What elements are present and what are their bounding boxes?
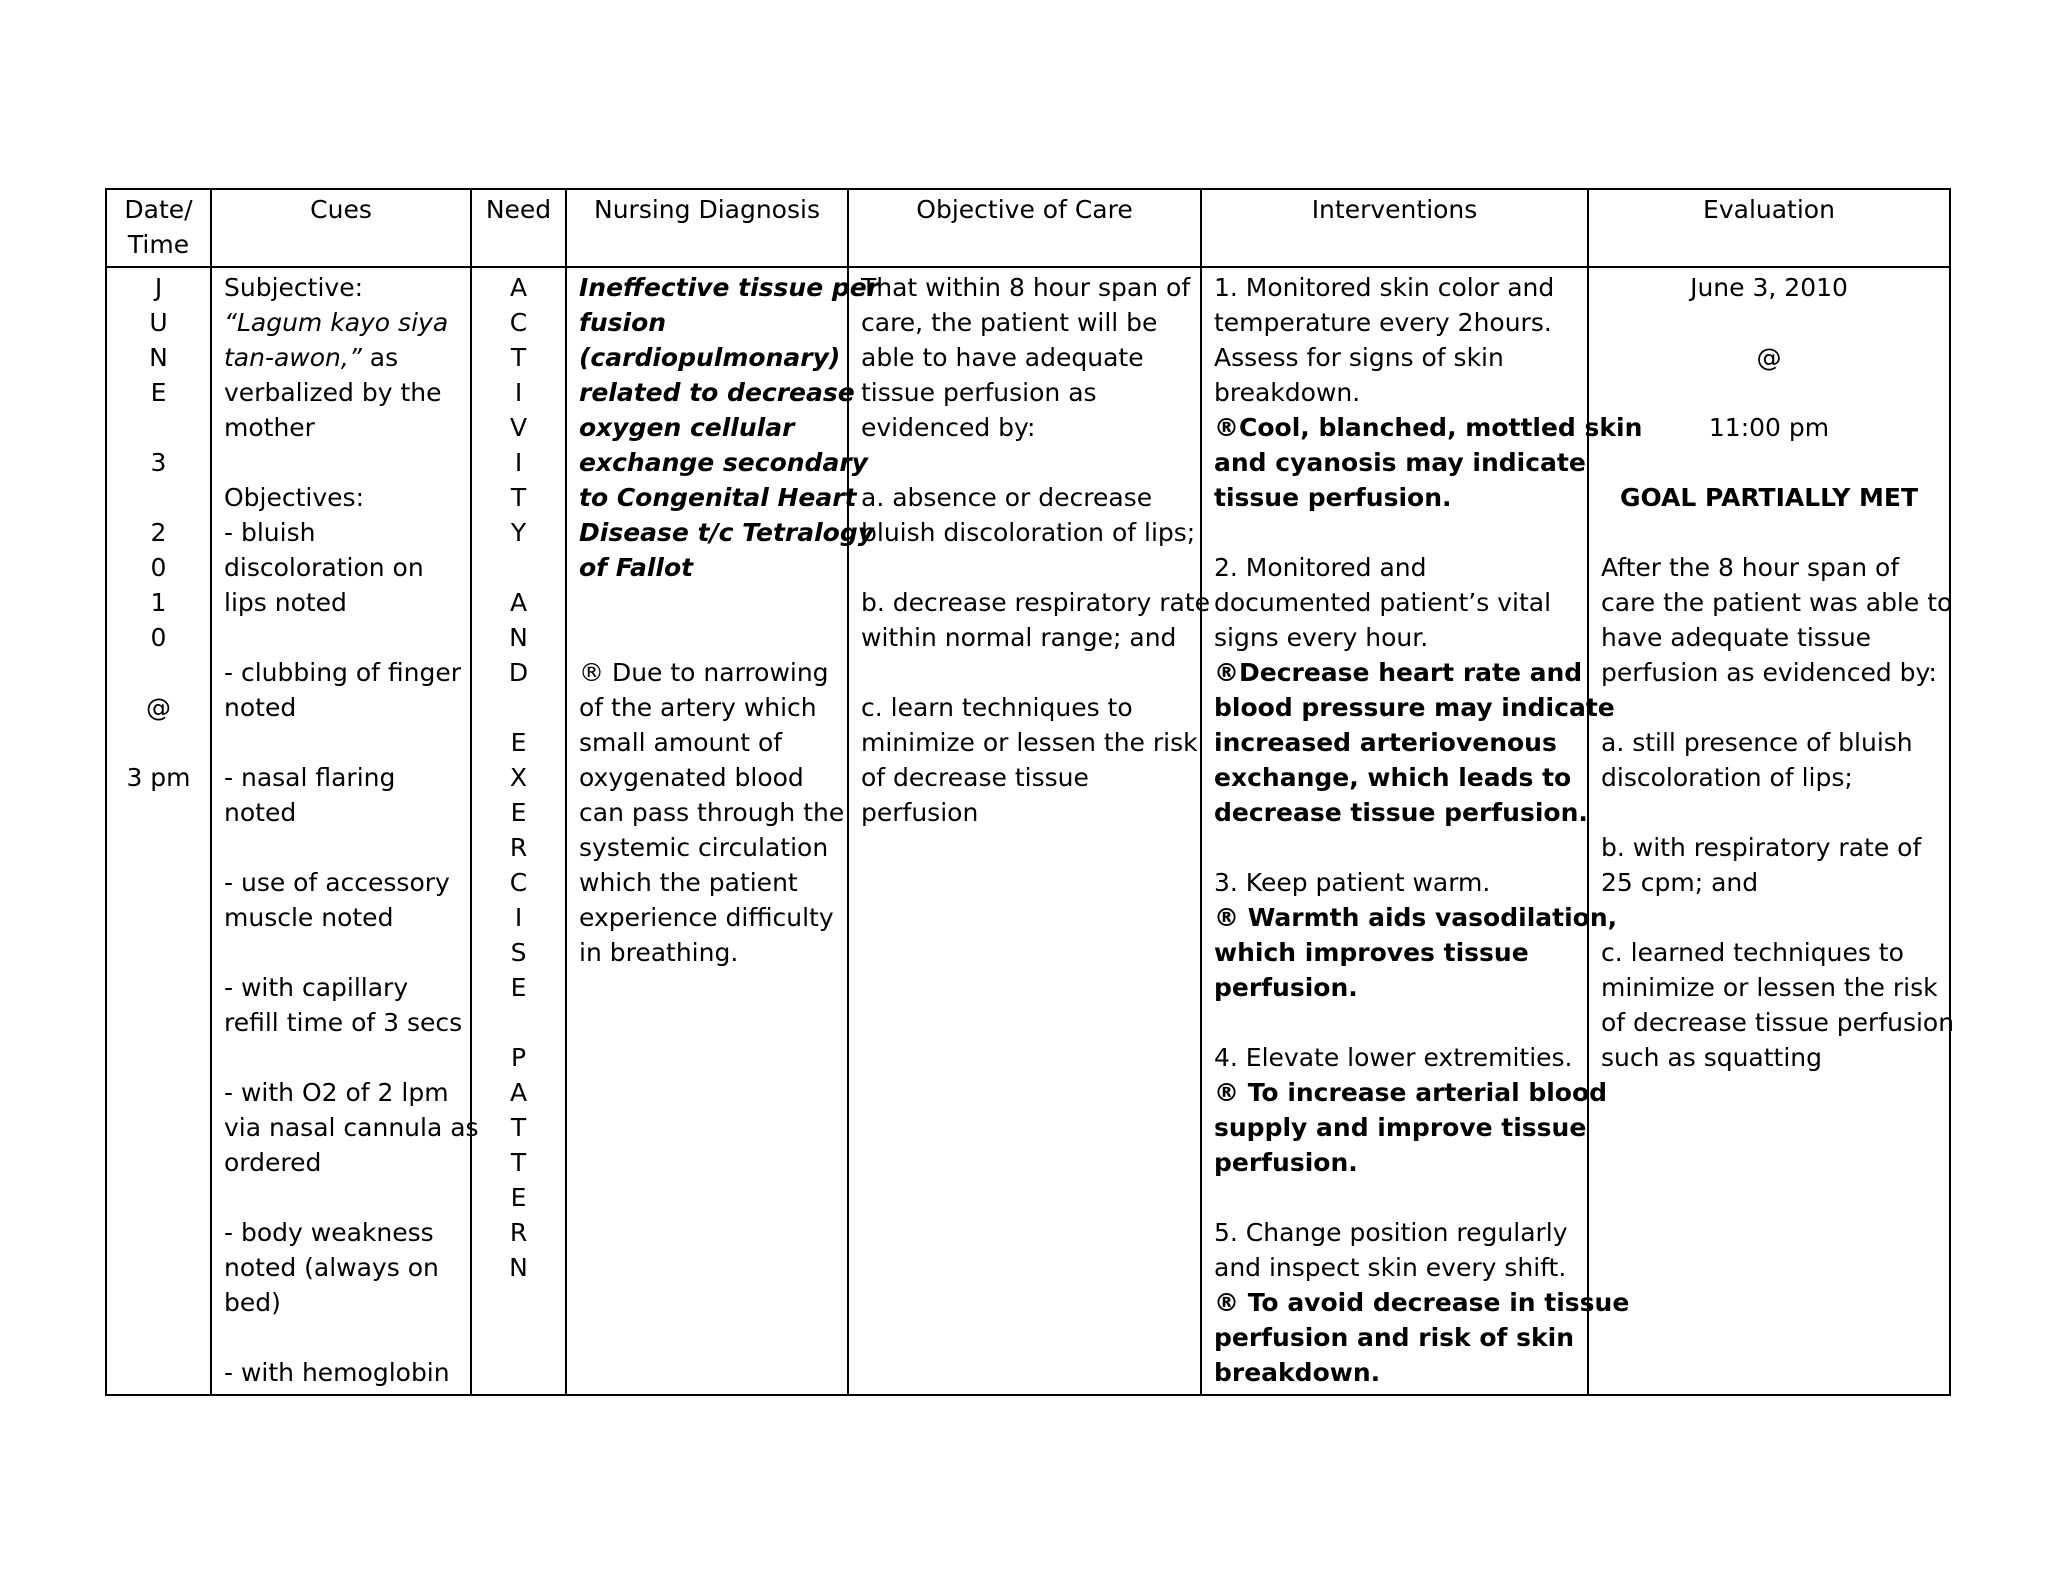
objectives-label: Objectives: bbox=[224, 483, 364, 512]
diagnosis-rationale-line: experience difficulty bbox=[579, 903, 834, 932]
diagnosis-statement-line: related to decrease bbox=[579, 378, 855, 407]
evaluation-intro-line: perfusion as evidenced by: bbox=[1601, 658, 1937, 687]
need-letters-line: I bbox=[514, 903, 523, 932]
intervention-5-line: 5. Change position regularly bbox=[1214, 1218, 1568, 1247]
date-time-letters-line: 1 bbox=[150, 588, 167, 617]
header-date-time bbox=[106, 189, 211, 267]
objective-cues-list-line: discoloration on bbox=[224, 553, 424, 582]
objective-cues-list-line: noted bbox=[224, 798, 297, 827]
need-letters bbox=[484, 270, 553, 1285]
need-letters-line: E bbox=[510, 1183, 527, 1212]
objective-cues-list-line: noted (always on bbox=[224, 1253, 439, 1282]
header-need: Need bbox=[471, 189, 566, 267]
need-letters-line bbox=[484, 690, 553, 725]
need-letters-line: R bbox=[509, 1218, 528, 1247]
evaluation-intro bbox=[1601, 550, 1953, 690]
intervention-1-line: 1. Monitored skin color and bbox=[1214, 273, 1555, 302]
need-letters-line: A bbox=[509, 273, 528, 302]
diagnosis-statement-line: (cardiopulmonary) bbox=[579, 343, 841, 372]
intervention-2-line: 2. Monitored and bbox=[1214, 553, 1427, 582]
date-time-letters-line: J bbox=[154, 273, 163, 302]
objective-intro-line: evidenced by: bbox=[861, 413, 1036, 442]
intervention-3-rationale-line: which improves tissue bbox=[1214, 938, 1529, 967]
need-letters-line: T bbox=[510, 1113, 527, 1142]
header-date-time-line2: Time bbox=[127, 230, 190, 259]
need-letters-line: X bbox=[509, 763, 528, 792]
objective-cues-list bbox=[224, 515, 479, 1390]
date-time-letters-line: N bbox=[149, 343, 168, 372]
intervention-2-rationale bbox=[1214, 655, 1615, 830]
objective-intro-line: That within 8 hour span of bbox=[861, 273, 1191, 302]
evaluation-item-b-line: 25 cpm; and bbox=[1601, 868, 1759, 897]
intervention-1-rationale-line: and cyanosis may indicate bbox=[1214, 448, 1586, 477]
need-letters-line: T bbox=[510, 483, 527, 512]
date-time-letters-line: 3 bbox=[150, 448, 167, 477]
objective-item-c bbox=[861, 690, 1198, 830]
evaluation-time: 11:00 pm bbox=[1708, 413, 1830, 442]
objective-cues-list-line bbox=[224, 935, 458, 970]
intervention-5 bbox=[1214, 1215, 1575, 1285]
objective-cues-list-line: bed) bbox=[224, 1288, 281, 1317]
intervention-1-line: breakdown. bbox=[1214, 378, 1361, 407]
verbalized-line2: mother bbox=[224, 413, 315, 442]
diagnosis-rationale-line: small amount of bbox=[579, 728, 783, 757]
diagnosis-statement-line: exchange secondary bbox=[579, 448, 868, 477]
need-letters-line: T bbox=[510, 1148, 527, 1177]
spacer bbox=[224, 445, 458, 480]
objective-cues-list-line: - clubbing of finger bbox=[224, 658, 462, 687]
verbalized-line1: verbalized by the bbox=[224, 378, 442, 407]
objective-cues-list-line: via nasal cannula as bbox=[224, 1113, 479, 1142]
objective-cues-list-line: - nasal flaring bbox=[224, 763, 396, 792]
intervention-4-rationale bbox=[1214, 1075, 1608, 1180]
need-letters-line: Y bbox=[510, 518, 527, 547]
spacer bbox=[1214, 1005, 1575, 1040]
date-time-cell bbox=[106, 267, 211, 1395]
need-letters-line: N bbox=[509, 1253, 528, 1282]
objective-cues-list-line: - with hemoglobin bbox=[224, 1358, 450, 1387]
need-letters-line: I bbox=[514, 378, 523, 407]
need-letters-line: D bbox=[508, 658, 529, 687]
header-date-time-line1: Date/ bbox=[124, 195, 193, 224]
objective-cues-list-line: - body weakness bbox=[224, 1218, 434, 1247]
evaluation-item-a-line: discoloration of lips; bbox=[1601, 763, 1853, 792]
intervention-5-rationale-line: perfusion and risk of skin bbox=[1214, 1323, 1574, 1352]
intervention-1-line: temperature every 2hours. bbox=[1214, 308, 1552, 337]
spacer bbox=[1214, 515, 1575, 550]
subjective-quote-text: tan-awon,” bbox=[224, 343, 362, 372]
evaluation-intro-line: have adequate tissue bbox=[1601, 623, 1872, 652]
diagnosis-statement-line: Disease t/c Tetralogy bbox=[579, 518, 875, 547]
spacer bbox=[1601, 690, 1937, 725]
intervention-2-rationale-line: exchange, which leads to bbox=[1214, 763, 1572, 792]
intervention-3-rationale-line: perfusion. bbox=[1214, 973, 1358, 1002]
objective-cues-list-line: muscle noted bbox=[224, 903, 394, 932]
spacer bbox=[1601, 515, 1937, 550]
diagnosis-statement-line: fusion bbox=[579, 308, 667, 337]
subjective-quote-suffix: as bbox=[361, 343, 399, 372]
objective-item-a bbox=[861, 480, 1196, 550]
spacer bbox=[1601, 900, 1937, 935]
spacer bbox=[861, 445, 1188, 480]
header-cues: Cues bbox=[211, 189, 471, 267]
objective-item-c-line: c. learn techniques to bbox=[861, 693, 1133, 722]
date-time-letters-line bbox=[119, 480, 198, 515]
diagnosis-rationale-line: of the artery which bbox=[579, 693, 817, 722]
need-letters-line: N bbox=[509, 623, 528, 652]
subjective-quote-line2 bbox=[224, 340, 458, 375]
objective-cues-list-line: ordered bbox=[224, 1148, 322, 1177]
header-nursing-diagnosis: Nursing Diagnosis bbox=[566, 189, 848, 267]
evaluation-item-b-line: b. with respiratory rate of bbox=[1601, 833, 1922, 862]
objective-cues-list-line: - use of accessory bbox=[224, 868, 450, 897]
date-time-letters-line: 3 pm bbox=[126, 763, 191, 792]
need-letters-line: V bbox=[509, 413, 528, 442]
objective-of-care-cell bbox=[848, 267, 1210, 1395]
diagnosis-statement-line: Ineffective tissue per bbox=[579, 273, 880, 302]
spacer bbox=[861, 655, 1188, 690]
evaluation-item-c-line: such as squatting bbox=[1601, 1043, 1823, 1072]
subjective-label: Subjective: bbox=[224, 273, 364, 302]
date-time-letters-line bbox=[119, 655, 198, 690]
evaluation-item-c-line: c. learned techniques to bbox=[1601, 938, 1904, 967]
date-time-letters bbox=[119, 270, 198, 795]
objective-item-c-line: perfusion bbox=[861, 798, 979, 827]
intervention-3 bbox=[1214, 865, 1575, 900]
diagnosis-statement-line: oxygen cellular bbox=[579, 413, 795, 442]
interventions-cell bbox=[1201, 267, 1643, 1395]
objective-cues-list-line bbox=[224, 1320, 458, 1355]
objective-cues-list-line bbox=[224, 1040, 458, 1075]
date-time-letters-line: @ bbox=[146, 693, 171, 722]
intervention-2-line: signs every hour. bbox=[1214, 623, 1429, 652]
objective-cues-list-line: - bluish bbox=[224, 518, 316, 547]
table-row bbox=[106, 267, 1950, 1395]
need-cell bbox=[471, 267, 566, 1395]
nursing-care-plan-table bbox=[105, 188, 1955, 1396]
need-letters-line: A bbox=[509, 1078, 528, 1107]
header-interventions: Interventions bbox=[1201, 189, 1588, 267]
intervention-4-line: 4. Elevate lower extremities. bbox=[1214, 1043, 1573, 1072]
intervention-4 bbox=[1214, 1040, 1575, 1075]
intervention-2 bbox=[1214, 550, 1575, 655]
objective-cues-list-line: noted bbox=[224, 693, 297, 722]
date-time-letters-line: 0 bbox=[150, 623, 167, 652]
need-letters-line: S bbox=[510, 938, 527, 967]
diagnosis-statement bbox=[579, 270, 880, 585]
intervention-3-rationale bbox=[1214, 900, 1618, 1005]
evaluation-item-a-line: a. still presence of bluish bbox=[1601, 728, 1913, 757]
objective-intro-line: able to have adequate bbox=[861, 343, 1144, 372]
objective-cues-list-line bbox=[224, 830, 458, 865]
intervention-2-rationale-line: decrease tissue perfusion. bbox=[1214, 798, 1588, 827]
intervention-4-rationale-line: perfusion. bbox=[1214, 1148, 1358, 1177]
intervention-4-rationale-line: ® To increase arterial blood bbox=[1214, 1078, 1608, 1107]
objective-item-b-line: b. decrease respiratory rate bbox=[861, 588, 1210, 617]
date-time-letters-line: E bbox=[150, 378, 167, 407]
intervention-5-rationale bbox=[1214, 1285, 1630, 1390]
intervention-2-rationale-line: blood pressure may indicate bbox=[1214, 693, 1615, 722]
need-letters-line: A bbox=[509, 588, 528, 617]
intervention-2-line: documented patient’s vital bbox=[1214, 588, 1552, 617]
objective-cues-list-line: - with O2 of 2 lpm bbox=[224, 1078, 449, 1107]
evaluation-item-a bbox=[1601, 725, 1937, 795]
objective-item-b-line: within normal range; and bbox=[861, 623, 1177, 652]
objective-item-a-line: bluish discoloration of lips; bbox=[861, 518, 1196, 547]
spacer bbox=[1214, 1180, 1575, 1215]
diagnosis-rationale-line: which the patient bbox=[579, 868, 798, 897]
objective-intro bbox=[861, 270, 1191, 445]
spacer bbox=[579, 620, 835, 655]
date-time-letters-line: 0 bbox=[150, 553, 167, 582]
intervention-1-rationale-line: ®Cool, blanched, mottled skin bbox=[1214, 413, 1643, 442]
spacer bbox=[1601, 795, 1937, 830]
need-letters-line: C bbox=[509, 868, 528, 897]
date-time-letters-line bbox=[119, 410, 198, 445]
objective-cues-list-line bbox=[224, 1180, 458, 1215]
intervention-3-line: 3. Keep patient warm. bbox=[1214, 868, 1491, 897]
objective-item-a-line: a. absence or decrease bbox=[861, 483, 1153, 512]
table-header-row bbox=[106, 189, 1950, 267]
nursing-diagnosis-cell bbox=[566, 267, 880, 1395]
objective-item-c-line: minimize or lessen the risk bbox=[861, 728, 1198, 757]
evaluation-item-c-line: minimize or lessen the risk bbox=[1601, 973, 1938, 1002]
header-objective-of-care: Objective of Care bbox=[848, 189, 1201, 267]
need-letters-line: I bbox=[514, 448, 523, 477]
objective-item-c-line: of decrease tissue bbox=[861, 763, 1089, 792]
intervention-1-line: Assess for signs of skin bbox=[1214, 343, 1504, 372]
need-letters-line: E bbox=[510, 973, 527, 1002]
objective-cues-list-line bbox=[224, 725, 458, 760]
intervention-5-rationale-line: ® To avoid decrease in tissue bbox=[1214, 1288, 1630, 1317]
spacer bbox=[579, 585, 835, 620]
evaluation-item-c-line: of decrease tissue perfusion bbox=[1601, 1008, 1955, 1037]
spacer bbox=[1214, 830, 1575, 865]
need-letters-line: E bbox=[510, 798, 527, 827]
intervention-1 bbox=[1214, 270, 1575, 410]
intervention-4-rationale-line: supply and improve tissue bbox=[1214, 1113, 1587, 1142]
cues-cell bbox=[211, 267, 479, 1395]
intervention-2-rationale-line: increased arteriovenous bbox=[1214, 728, 1557, 757]
intervention-2-rationale-line: ®Decrease heart rate and bbox=[1214, 658, 1583, 687]
intervention-5-rationale-line: breakdown. bbox=[1214, 1358, 1381, 1387]
subjective-quote-line1: “Lagum kayo siya bbox=[224, 308, 449, 337]
objective-intro-line: care, the patient will be bbox=[861, 308, 1158, 337]
intervention-5-line: and inspect skin every shift. bbox=[1214, 1253, 1567, 1282]
date-time-letters-line bbox=[119, 725, 198, 760]
diagnosis-rationale-line: can pass through the bbox=[579, 798, 845, 827]
objective-cues-list-line: - with capillary bbox=[224, 973, 409, 1002]
diagnosis-rationale-line: ® Due to narrowing bbox=[579, 658, 829, 687]
diagnosis-statement-line: of Fallot bbox=[579, 553, 694, 582]
objective-cues-list-line: refill time of 3 secs bbox=[224, 1008, 463, 1037]
spacer bbox=[861, 550, 1188, 585]
goal-status: GOAL PARTIALLY MET bbox=[1619, 483, 1919, 512]
diagnosis-rationale-line: systemic circulation bbox=[579, 833, 829, 862]
diagnosis-statement-line: to Congenital Heart bbox=[579, 483, 857, 512]
diagnosis-rationale-line: oxygenated blood bbox=[579, 763, 804, 792]
header-evaluation: Evaluation bbox=[1588, 189, 1950, 267]
evaluation-at: @ bbox=[1756, 343, 1782, 372]
date-time-letters-line: U bbox=[149, 308, 168, 337]
objective-intro-line: tissue perfusion as bbox=[861, 378, 1097, 407]
objective-cues-list-line: lips noted bbox=[224, 588, 347, 617]
need-letters-line bbox=[484, 550, 553, 585]
objective-item-b bbox=[861, 585, 1210, 655]
intervention-3-rationale-line: ® Warmth aids vasodilation, bbox=[1214, 903, 1618, 932]
objective-cues-list-line bbox=[224, 620, 458, 655]
need-letters-line: E bbox=[510, 728, 527, 757]
need-letters-line: C bbox=[509, 308, 528, 337]
evaluation-item-c bbox=[1601, 935, 1955, 1075]
spacer bbox=[1601, 305, 1937, 340]
need-letters-line bbox=[484, 1005, 553, 1040]
evaluation-date: June 3, 2010 bbox=[1690, 273, 1848, 302]
diagnosis-rationale-line: in breathing. bbox=[579, 938, 739, 967]
need-letters-line: T bbox=[510, 343, 527, 372]
diagnosis-rationale bbox=[579, 655, 845, 970]
evaluation-cell bbox=[1588, 267, 1955, 1395]
need-letters-line: R bbox=[509, 833, 528, 862]
date-time-letters-line: 2 bbox=[150, 518, 167, 547]
need-letters-line: P bbox=[510, 1043, 527, 1072]
spacer bbox=[1601, 445, 1937, 480]
evaluation-intro-line: care the patient was able to bbox=[1601, 588, 1953, 617]
evaluation-intro-line: After the 8 hour span of bbox=[1601, 553, 1900, 582]
intervention-1-rationale bbox=[1214, 410, 1643, 515]
spacer bbox=[1601, 375, 1937, 410]
intervention-1-rationale-line: tissue perfusion. bbox=[1214, 483, 1452, 512]
evaluation-item-b bbox=[1601, 830, 1937, 900]
